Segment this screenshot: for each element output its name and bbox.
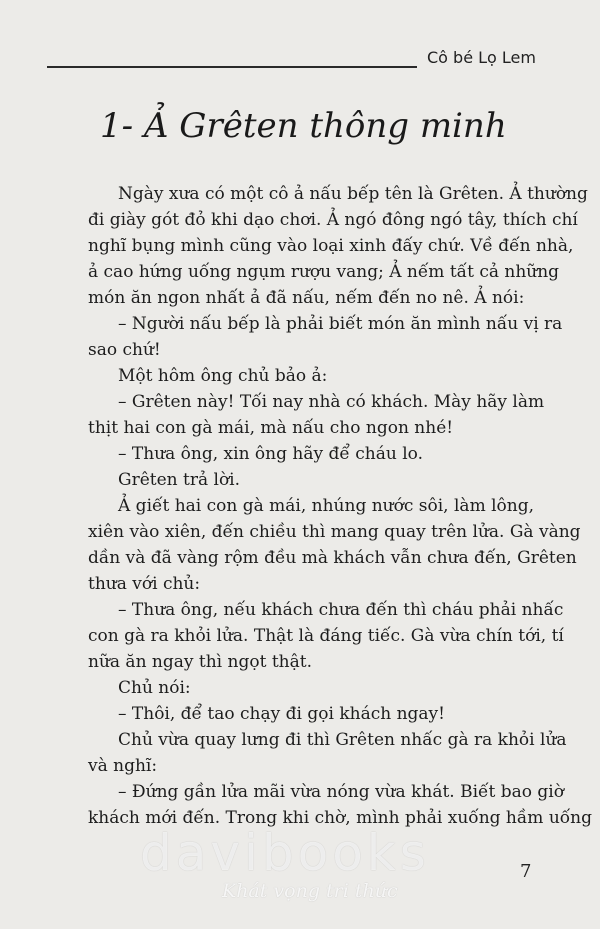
paragraph-line: thưa với chủ: [88,574,201,594]
paragraph-line: – Thưa ông, nếu khách chưa đến thì cháu phải nhấc [118,600,564,620]
paragraph-line: Ả giết hai con gà mái, nhúng nước sôi, làm lông, [118,496,534,516]
paragraph-line: Ngày xưa có một cô ả nấu bếp tên là Grêten. Ả thường [118,184,588,204]
paragraph-line: ả cao hứng uống ngụm rượu vang; Ả nếm tất cả những [88,262,560,282]
watermark-brand: davibooks [140,824,430,882]
paragraph-line: – Thưa ông, xin ông hãy để cháu lo. [118,444,423,464]
paragraph-line: – Thôi, để tao chạy đi gọi khách ngay! [118,704,445,724]
paragraph-line: món ăn ngon nhất ả đã nấu, nếm đến no nê. Ả nói: [88,288,525,308]
running-header-title: Cô bé Lọ Lem [427,48,536,67]
paragraph-line: Một hôm ông chủ bảo ả: [118,366,328,386]
paragraph-line: thịt hai con gà mái, mà nấu cho ngon nhé! [88,418,454,438]
chapter-title: 1- Ả Grêten thông minh [100,106,507,146]
paragraph-line: xiên vào xiên, đến chiều thì mang quay trên lửa. Gà vàng [88,522,581,542]
paragraph-line: – Đứng gần lửa mãi vừa nóng vừa khát. Biết bao giờ [118,782,564,802]
paragraph-line: dần và đã vàng rộm đều mà khách vẫn chưa đến, Grêten [88,548,577,568]
paragraph-line: – Grêten này! Tối nay nhà có khách. Mày hãy làm [118,392,545,412]
page-number: 7 [520,861,532,882]
paragraph-line: nghĩ bụng mình cũng vào loại xinh đấy chứ. Về đến nhà, [88,236,574,256]
watermark-slogan: Khát vọng tri thức [222,880,398,902]
paragraph-line: sao chứ! [88,340,161,360]
paragraph-line: khách mới đến. Trong khi chờ, mình phải xuống hầm uống [88,808,592,828]
paragraph-line: – Người nấu bếp là phải biết món ăn mình nấu vị ra [118,314,563,334]
paragraph-line: con gà ra khỏi lửa. Thật là đáng tiếc. Gà vừa chín tới, tí [88,626,564,646]
paragraph-line: Grêten trả lời. [118,470,241,490]
paragraph-line: nữa ăn ngay thì ngọt thật. [88,652,312,672]
paragraph-line: Chủ vừa quay lưng đi thì Grêten nhấc gà ra khỏi lửa [118,730,567,750]
paragraph-line: và nghĩ: [88,756,158,776]
paragraph-line: đi giày gót đỏ khi dạo chơi. Ả ngó đông ngó tây, thích chí [88,210,578,230]
header-rule [47,66,417,68]
paragraph-line: Chủ nói: [118,678,191,698]
